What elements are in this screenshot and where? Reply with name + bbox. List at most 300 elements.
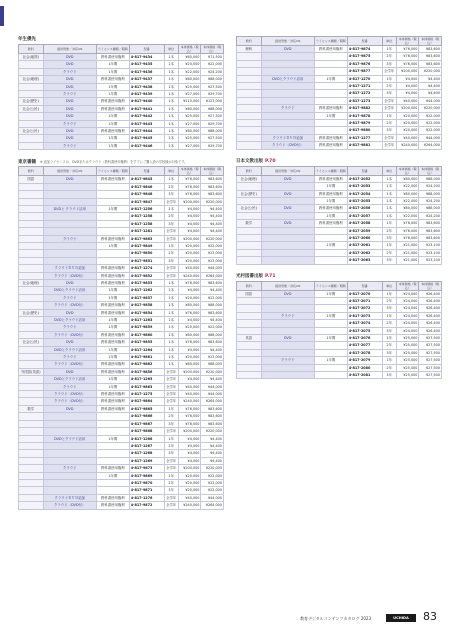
- price-cell: ¥76,000: [178, 413, 201, 420]
- license-cell: [314, 83, 347, 90]
- price-tax-cell: ¥264,000: [419, 142, 442, 149]
- price-tax-cell: ¥220,000: [419, 68, 442, 75]
- price-cell: ¥4,000: [396, 83, 419, 90]
- media-cell: DVDとクラウド活用: [43, 376, 96, 383]
- code-cell: 4-817-9870: [129, 479, 164, 486]
- price-cell: ¥27,000: [178, 91, 201, 98]
- subject-cell: [19, 272, 44, 279]
- price-cell: ¥240,000: [178, 272, 201, 279]
- price-tax-cell: ¥27,500: [201, 113, 224, 120]
- price-cell: ¥24,000: [396, 327, 419, 334]
- license-cell: 教科書使用権利: [314, 134, 347, 141]
- price-tax-cell: ¥4,400: [201, 376, 224, 383]
- price-table-t4: [236, 166, 442, 265]
- table-row: [19, 294, 224, 301]
- header-row: [19, 45, 224, 54]
- price-cell: ¥76,000: [178, 176, 201, 183]
- license-cell: 教科書使用権利: [96, 339, 129, 346]
- code-cell: 4-817-9852: [129, 272, 164, 279]
- price-tax-cell: ¥26,400: [419, 305, 442, 312]
- code-cell: 4-817-9445: [129, 135, 164, 142]
- unit-cell: 1年: [164, 405, 178, 412]
- price-tax-cell: ¥26,400: [419, 290, 442, 297]
- price-tax-cell: ¥4,400: [201, 213, 224, 220]
- media-cell: [261, 349, 314, 356]
- license-cell: 教科書使用権利: [96, 398, 129, 405]
- code-cell: 4-817-9864: [129, 398, 164, 405]
- column-header-subject: 教科: [19, 167, 44, 176]
- table-row: [19, 457, 224, 464]
- price-cell: ¥4,000: [178, 205, 201, 212]
- unit-cell: 1本: [164, 324, 178, 331]
- unit-cell: 2年: [382, 120, 396, 127]
- media-cell: [43, 250, 96, 257]
- uchida-logo: UCHIDA: [386, 614, 416, 622]
- price-cell: ¥24,000: [396, 297, 419, 304]
- price-tax-cell: ¥22,000: [201, 487, 224, 494]
- media-cell: [261, 320, 314, 327]
- media-cell: [261, 234, 314, 241]
- unit-cell: 2年: [164, 213, 178, 220]
- media-cell: DVD: [43, 128, 96, 135]
- price-cell: ¥20,000: [396, 120, 419, 127]
- subject-cell: 社会(歴史): [237, 190, 262, 197]
- media-cell: [261, 53, 314, 60]
- price-tax-cell: ¥4,400: [201, 442, 224, 449]
- media-cell: DVD: [261, 290, 314, 297]
- price-tax-cell: ¥22,000: [201, 354, 224, 361]
- license-cell: [314, 372, 347, 379]
- price-tax-cell: ¥83,600: [201, 191, 224, 198]
- price-cell: ¥25,000: [396, 342, 419, 349]
- code-cell: 4-817-1268: [129, 450, 164, 457]
- license-cell: 教科書使用権利: [96, 176, 129, 183]
- table-row: [19, 220, 224, 227]
- license-cell: [96, 183, 129, 190]
- subject-cell: [237, 112, 262, 119]
- subject-cell: [237, 75, 262, 82]
- media-cell: [261, 90, 314, 97]
- table-row: [19, 287, 224, 294]
- unit-cell: 3年: [382, 127, 396, 134]
- column-header-unit: 単位: [382, 281, 396, 290]
- header-row: [237, 281, 442, 290]
- table-row: [19, 398, 224, 405]
- price-tax-cell: ¥23,100: [419, 257, 442, 264]
- table-row: [19, 442, 224, 449]
- media-cell: DVD: [43, 83, 96, 90]
- license-cell: 教科書使用権利: [96, 105, 129, 112]
- price-tax-cell: ¥29,700: [201, 91, 224, 98]
- media-cell: [261, 249, 314, 256]
- media-cell: [43, 191, 96, 198]
- price-cell: ¥25,000: [396, 357, 419, 364]
- table-row: [19, 479, 224, 486]
- license-cell: 教科書使用権利: [96, 98, 129, 105]
- subject-cell: 国語: [19, 176, 44, 183]
- unit-cell: 1本: [164, 120, 178, 127]
- column-header-unit: 単位: [382, 166, 396, 175]
- table-row: [237, 335, 442, 342]
- table-row: [19, 465, 224, 472]
- media-cell: [43, 428, 96, 435]
- unit-cell: 全学年: [164, 457, 178, 464]
- license-cell: 教科書使用権利: [314, 205, 347, 212]
- subject-cell: [19, 494, 44, 501]
- column-header-license: ライセンス種類／期間: [314, 166, 347, 175]
- price-cell: ¥76,000: [178, 309, 201, 316]
- price-tax-cell: ¥4,400: [201, 220, 224, 227]
- price-cell: ¥4,000: [178, 213, 201, 220]
- subject-cell: [19, 83, 44, 90]
- price-tax-cell: ¥44,000: [201, 494, 224, 501]
- table-row: [19, 354, 224, 361]
- code-cell: 4-817-2053: [347, 183, 382, 190]
- price-cell: ¥25,000: [178, 135, 201, 142]
- column-header-price: 本体価格（税込）: [178, 45, 201, 54]
- subject-cell: 社会(公民): [237, 205, 262, 212]
- code-cell: 4-817-1266: [129, 435, 164, 442]
- license-cell: 教科書使用権利: [96, 361, 129, 368]
- unit-cell: 全学年: [164, 376, 178, 383]
- price-cell: ¥21,000: [396, 257, 419, 264]
- price-tax-cell: ¥4,400: [201, 457, 224, 464]
- media-cell: [261, 127, 314, 134]
- license-cell: [314, 90, 347, 97]
- price-cell: ¥4,000: [178, 450, 201, 457]
- column-header-price2: 本体価格（税込）: [201, 167, 224, 176]
- unit-cell: 3年: [382, 234, 396, 241]
- unit-cell: 1年: [164, 242, 178, 249]
- table-row: [237, 105, 442, 112]
- table-header: [237, 281, 442, 290]
- subject-cell: [19, 354, 44, 361]
- license-cell: [314, 349, 347, 356]
- code-cell: 4-817-9847: [129, 198, 164, 205]
- media-cell: [261, 97, 314, 104]
- price-tax-cell: ¥88,000: [201, 128, 224, 135]
- price-cell: ¥22,000: [396, 197, 419, 204]
- license-cell: 教科書使用権利: [96, 235, 129, 242]
- table-row: [237, 320, 442, 327]
- code-cell: 4-817-1272: [347, 90, 382, 97]
- license-cell: [314, 68, 347, 75]
- license-cell: [314, 305, 347, 312]
- license-cell: 1年間: [96, 68, 129, 75]
- subject-cell: [19, 287, 44, 294]
- table-row: [237, 364, 442, 371]
- subject-cell: [19, 457, 44, 464]
- license-cell: 教科書使用権利: [314, 175, 347, 182]
- unit-cell: 全学年: [164, 398, 178, 405]
- price-tax-cell: ¥4,400: [419, 83, 442, 90]
- price-tax-cell: ¥83,600: [201, 309, 224, 316]
- price-tax-cell: ¥88,000: [419, 190, 442, 197]
- media-cell: DVD: [261, 220, 314, 227]
- price-tax-cell: ¥22,000: [419, 112, 442, 119]
- column-header-price: 本体価格（税込）: [396, 281, 419, 290]
- price-cell: ¥27,000: [178, 120, 201, 127]
- license-cell: 1年間: [96, 383, 129, 390]
- license-cell: 1年間: [96, 294, 129, 301]
- price-cell: ¥110,000: [178, 98, 201, 105]
- table-row: [19, 272, 224, 279]
- license-cell: [314, 234, 347, 241]
- subject-cell: [19, 205, 44, 212]
- license-cell: 教科書使用権利: [314, 46, 347, 53]
- unit-cell: 1本: [164, 98, 178, 105]
- table-row: [237, 112, 442, 119]
- price-tax-cell: ¥220,000: [201, 465, 224, 472]
- subject-cell: [237, 257, 262, 264]
- license-cell: [314, 120, 347, 127]
- price-tax-cell: ¥83,600: [419, 46, 442, 53]
- license-cell: 1年間: [96, 242, 129, 249]
- code-cell: 4-817-2075: [347, 327, 382, 334]
- media-cell: DVDとクラウド活用: [43, 346, 96, 353]
- code-cell: 4-817-9856: [129, 368, 164, 375]
- unit-cell: 1本: [164, 331, 178, 338]
- table-row: [237, 242, 442, 249]
- column-header-code: 型番: [347, 37, 382, 46]
- media-cell: DVD: [261, 175, 314, 182]
- license-cell: 1年間: [314, 312, 347, 319]
- subject-cell: [237, 90, 262, 97]
- subject-cell: [19, 472, 44, 479]
- unit-cell: 1年: [382, 357, 396, 364]
- price-tax-cell: ¥83,600: [419, 53, 442, 60]
- column-header-price: 本体価格（税込）: [396, 166, 419, 175]
- table-row: [19, 61, 224, 68]
- media-cell: DVD: [261, 46, 314, 53]
- table-row: [237, 312, 442, 319]
- license-cell: 教科書使用権利: [96, 302, 129, 309]
- unit-cell: 1本: [164, 317, 178, 324]
- price-tax-cell: ¥27,500: [419, 372, 442, 379]
- subject-cell: [237, 327, 262, 334]
- price-tax-cell: ¥264,000: [201, 398, 224, 405]
- table-row: [237, 190, 442, 197]
- price-tax-cell: ¥4,400: [201, 205, 224, 212]
- subject-cell: [237, 53, 262, 60]
- price-cell: ¥200,000: [178, 198, 201, 205]
- code-cell: 4-817-2080: [347, 364, 382, 371]
- license-cell: 教科書使用権利: [96, 368, 129, 375]
- price-cell: ¥4,000: [178, 346, 201, 353]
- license-cell: 1年間: [96, 324, 129, 331]
- unit-cell: 1本: [164, 279, 178, 286]
- subject-cell: [19, 420, 44, 427]
- code-cell: 4-817-9845: [129, 176, 164, 183]
- price-tax-cell: ¥23,100: [419, 242, 442, 249]
- price-cell: ¥20,000: [178, 61, 201, 68]
- subject-cell: [19, 91, 44, 98]
- unit-cell: 1本: [164, 91, 178, 98]
- code-cell: 4-817-9846: [129, 183, 164, 190]
- license-cell: 1年間: [96, 317, 129, 324]
- media-cell: [261, 212, 314, 219]
- media-cell: [43, 220, 96, 227]
- price-cell: ¥4,000: [178, 435, 201, 442]
- code-cell: 4-817-9868: [129, 428, 164, 435]
- license-cell: 1年間: [314, 335, 347, 342]
- price-cell: ¥80,000: [396, 190, 419, 197]
- unit-cell: 全学年: [164, 198, 178, 205]
- subject-cell: [237, 297, 262, 304]
- license-cell: [314, 297, 347, 304]
- price-table-t2: [18, 166, 224, 509]
- subject-cell: [19, 294, 44, 301]
- code-cell: 4-817-9859: [129, 324, 164, 331]
- table-row: [19, 176, 224, 183]
- media-cell: クラウド（DVD付）: [43, 398, 96, 405]
- column-header-price2: 本体価格（税込）: [419, 166, 442, 175]
- price-tax-cell: ¥22,000: [201, 479, 224, 486]
- media-cell: DVD: [43, 54, 96, 61]
- media-cell: DVD: [261, 205, 314, 212]
- code-cell: 4-817-9850: [129, 250, 164, 257]
- table-row: [237, 120, 442, 127]
- code-cell: 4-817-9863: [129, 235, 164, 242]
- license-cell: [314, 53, 347, 60]
- price-cell: ¥20,000: [178, 242, 201, 249]
- license-cell: 教科書使用権利: [96, 265, 129, 272]
- price-tax-cell: ¥4,400: [201, 317, 224, 324]
- media-cell: クラウド: [43, 235, 96, 242]
- section-title-s2: 東京書籍 ※ 追加ライセンスは、DVDまたはクラウド（教科書使用権利）をすでにご購入済の学校様が対象です。: [18, 160, 188, 166]
- unit-cell: 1年: [164, 472, 178, 479]
- media-cell: DVD: [261, 335, 314, 342]
- media-cell: クラウド: [43, 68, 96, 75]
- table-row: [237, 46, 442, 53]
- license-cell: 教科書使用権利: [96, 502, 129, 509]
- code-cell: 4-817-9439: [129, 91, 164, 98]
- table-row: [237, 90, 442, 97]
- price-tax-cell: ¥23,100: [419, 249, 442, 256]
- table-row: [19, 213, 224, 220]
- subject-cell: [19, 450, 44, 457]
- code-cell: 4-817-9857: [129, 294, 164, 301]
- code-cell: 4-817-9854: [129, 309, 164, 316]
- media-cell: [43, 228, 96, 235]
- table-row: [19, 228, 224, 235]
- code-cell: 4-817-2059: [347, 227, 382, 234]
- license-cell: [314, 127, 347, 134]
- table-row: [237, 342, 442, 349]
- price-cell: ¥24,000: [396, 320, 419, 327]
- unit-cell: 2年: [382, 83, 396, 90]
- column-header-code: 型番: [347, 166, 382, 175]
- table-row: [19, 361, 224, 368]
- price-tax-cell: ¥83,600: [419, 227, 442, 234]
- code-cell: 4-817-1262: [129, 287, 164, 294]
- table-row: [237, 75, 442, 82]
- price-tax-cell: ¥27,500: [201, 83, 224, 90]
- subject-cell: [19, 324, 44, 331]
- price-cell: ¥76,000: [178, 339, 201, 346]
- column-header-media: 提供形態／対応OS: [261, 281, 314, 290]
- table-row: [19, 76, 224, 83]
- price-tax-cell: ¥22,000: [201, 250, 224, 257]
- price-cell: ¥4,000: [178, 228, 201, 235]
- price-cell: ¥20,000: [178, 479, 201, 486]
- table-row: [19, 191, 224, 198]
- media-cell: [43, 472, 96, 479]
- code-cell: 4-817-1264: [129, 346, 164, 353]
- unit-cell: 3年: [164, 487, 178, 494]
- subject-cell: [19, 376, 44, 383]
- unit-cell: 1本: [164, 105, 178, 112]
- code-cell: 4-817-9863: [129, 383, 164, 390]
- subject-cell: [237, 357, 262, 364]
- media-cell: クラウド（DVD付）: [43, 391, 96, 398]
- subject-cell: [237, 349, 262, 356]
- media-cell: [261, 68, 314, 75]
- unit-cell: 全学年: [382, 105, 396, 112]
- license-cell: [96, 442, 129, 449]
- unit-cell: 全学年: [164, 383, 178, 390]
- media-cell: クラウド: [43, 294, 96, 301]
- unit-cell: 全学年: [164, 272, 178, 279]
- media-cell: DVD: [43, 61, 96, 68]
- table-row: [19, 339, 224, 346]
- table-row: [19, 487, 224, 494]
- price-cell: ¥20,000: [178, 354, 201, 361]
- license-cell: [314, 97, 347, 104]
- price-cell: ¥20,000: [178, 257, 201, 264]
- media-cell: DVD: [43, 279, 96, 286]
- subject-cell: [237, 212, 262, 219]
- media-cell: DVD: [261, 190, 314, 197]
- price-cell: ¥40,000: [178, 494, 201, 501]
- media-cell: [261, 342, 314, 349]
- license-cell: 1年間: [96, 435, 129, 442]
- price-tax-cell: ¥121,000: [201, 98, 224, 105]
- license-cell: 教科書使用権利: [96, 279, 129, 286]
- price-cell: ¥40,000: [396, 97, 419, 104]
- media-cell: [261, 60, 314, 67]
- price-tax-cell: ¥83,600: [201, 183, 224, 190]
- header-row: [237, 166, 442, 175]
- price-tax-cell: ¥83,600: [419, 220, 442, 227]
- media-cell: [43, 457, 96, 464]
- subject-cell: 理科: [237, 46, 262, 53]
- code-cell: 4-817-1265: [129, 376, 164, 383]
- subject-cell: [237, 234, 262, 241]
- unit-cell: 全学年: [164, 465, 178, 472]
- table-row: [19, 142, 224, 149]
- price-tax-cell: ¥4,400: [419, 75, 442, 82]
- price-cell: ¥200,000: [396, 68, 419, 75]
- subject-cell: [237, 105, 262, 112]
- code-cell: 4-817-9443: [129, 120, 164, 127]
- price-cell: ¥25,000: [396, 364, 419, 371]
- price-tax-cell: ¥27,500: [419, 349, 442, 356]
- media-cell: [261, 227, 314, 234]
- price-table-t1: [18, 44, 224, 150]
- subject-cell: [237, 305, 262, 312]
- column-header-subject: 教科: [19, 45, 44, 54]
- table-row: [19, 135, 224, 142]
- subject-cell: [237, 68, 262, 75]
- unit-cell: 1本: [382, 197, 396, 204]
- subject-cell: [237, 60, 262, 67]
- column-header-media: 提供形態／対応OS: [43, 167, 96, 176]
- code-cell: 4-817-9442: [129, 113, 164, 120]
- price-tax-cell: ¥27,500: [419, 357, 442, 364]
- price-tax-cell: ¥220,000: [201, 428, 224, 435]
- right-column: [236, 36, 442, 379]
